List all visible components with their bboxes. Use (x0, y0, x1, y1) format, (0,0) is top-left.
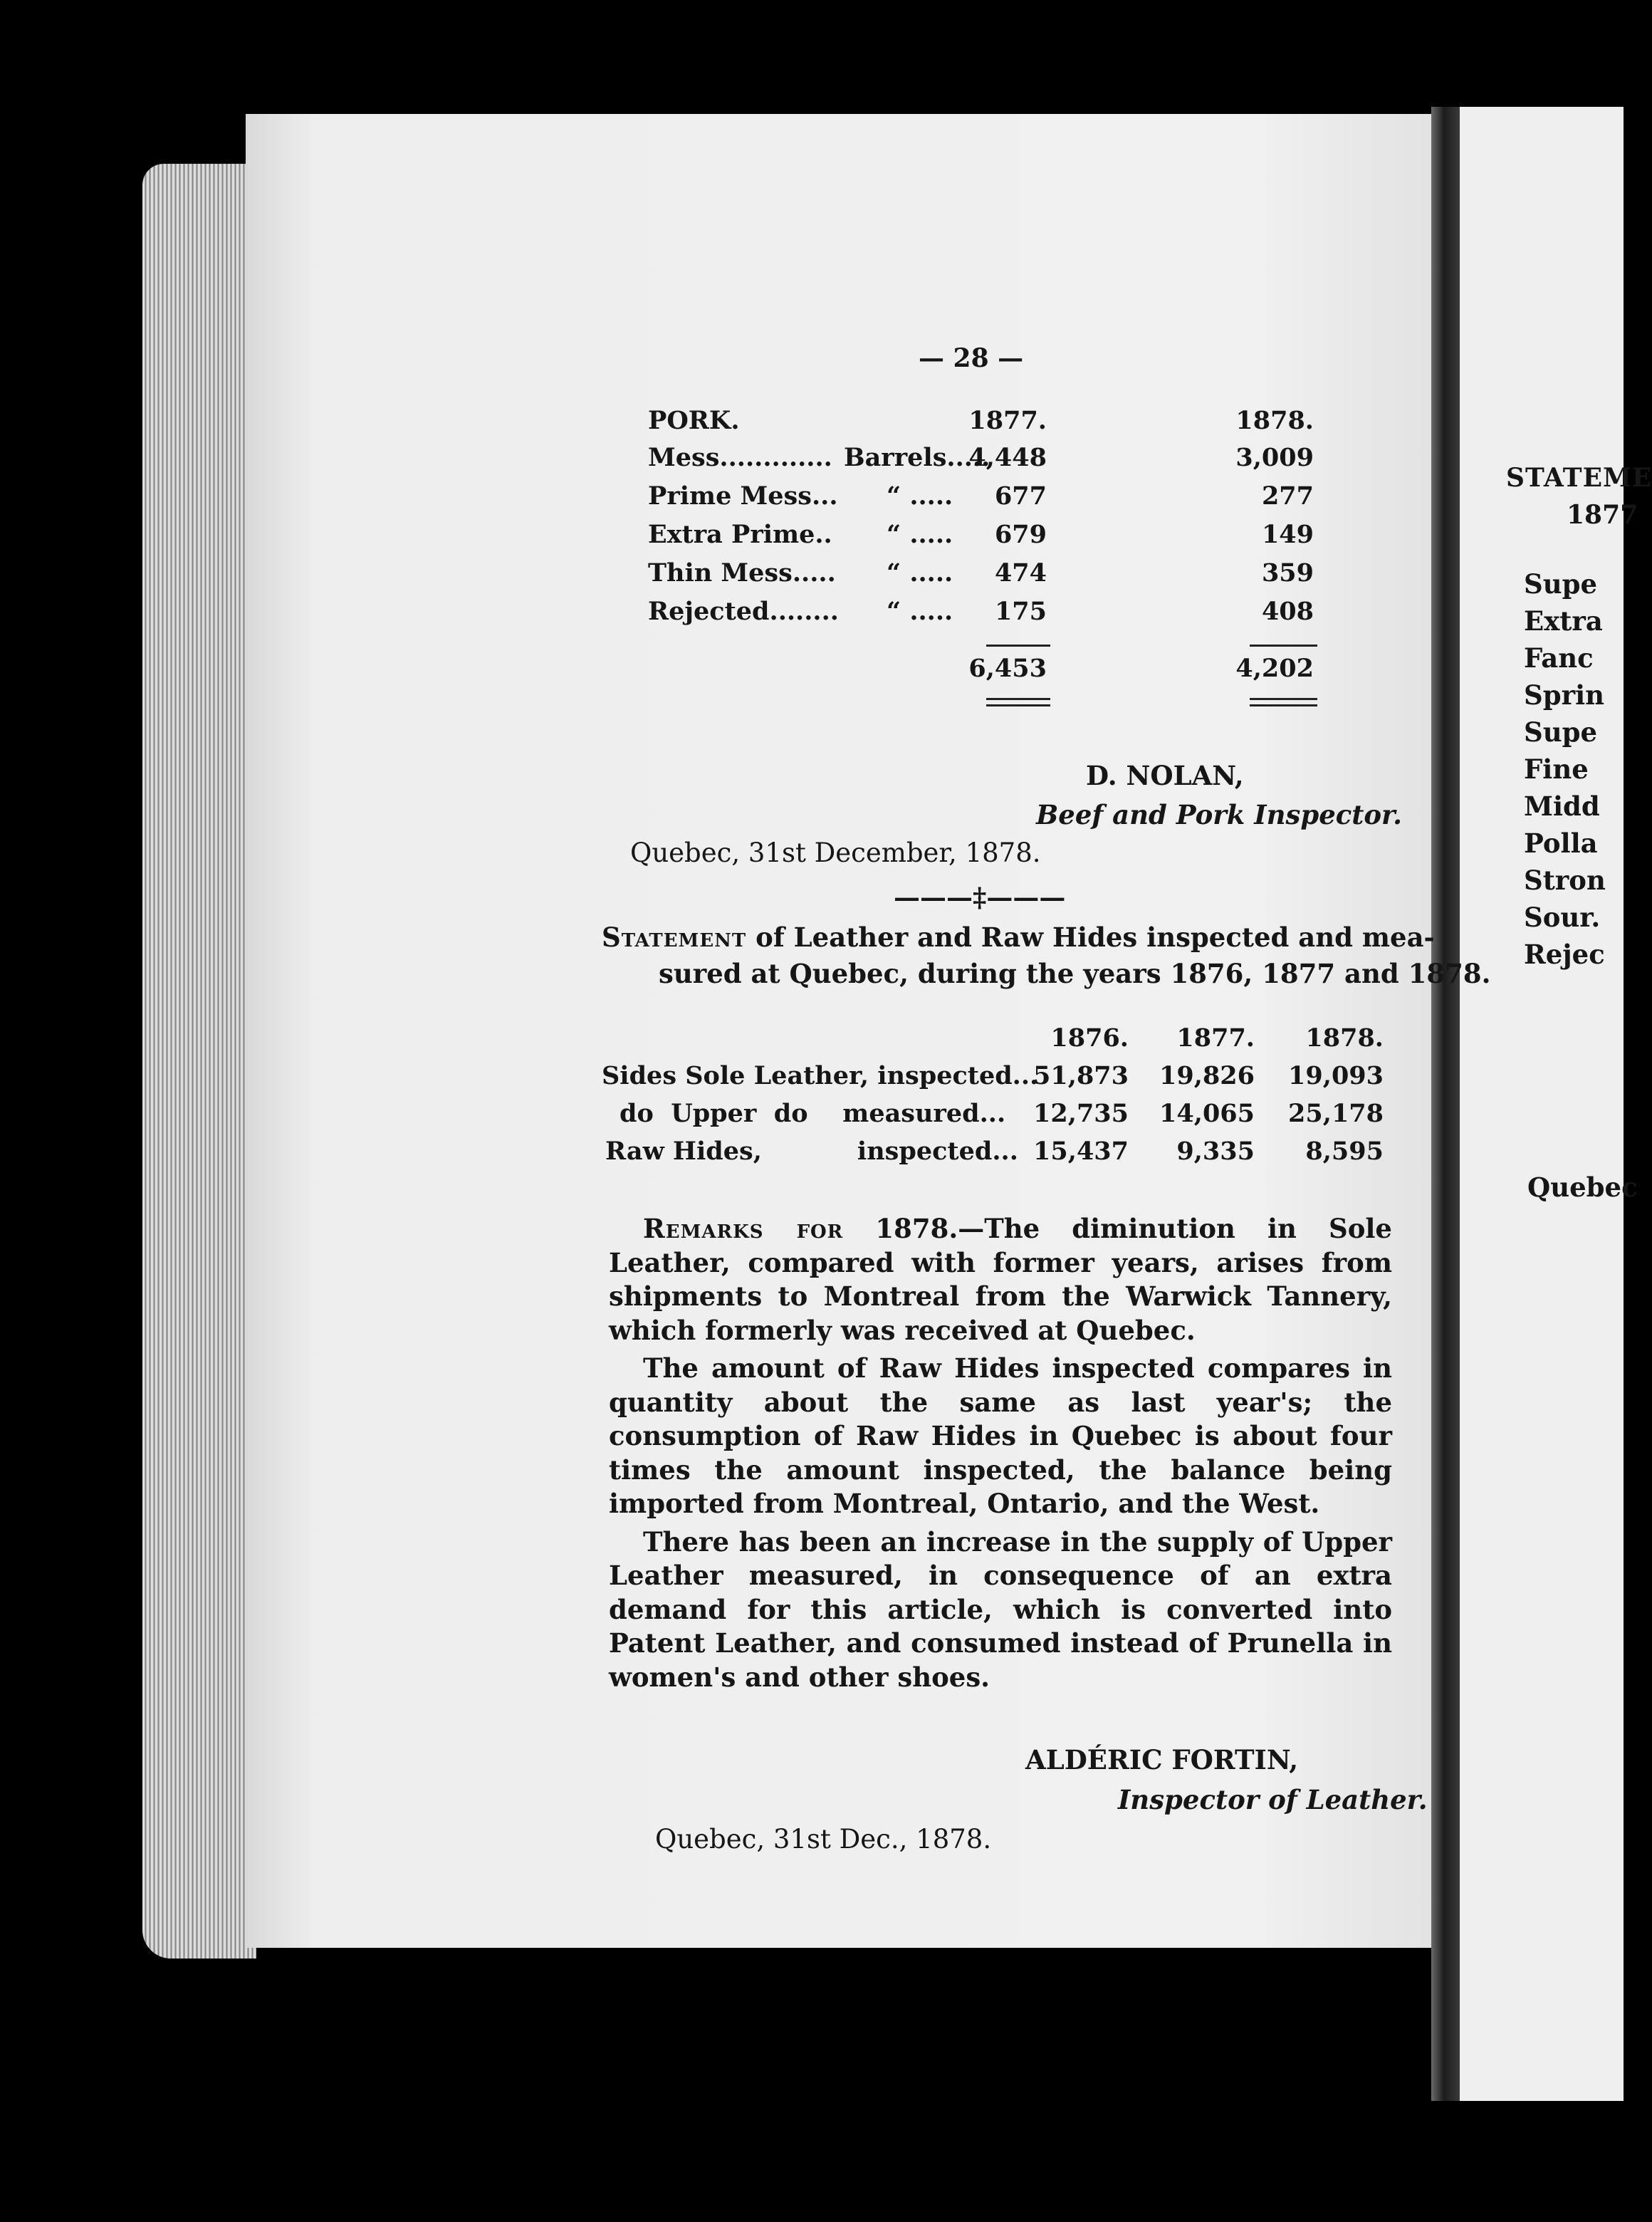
sum-rule-1878 (1250, 645, 1317, 647)
right-page (1460, 107, 1652, 2101)
total-double-rule-1878 (1250, 698, 1317, 706)
section-divider: ———‡——— (894, 882, 1066, 913)
pork-row-1878: 408 (1261, 597, 1314, 626)
pork-total-1878: 4,202 (1235, 654, 1314, 683)
right-page-item: Rejec (1524, 939, 1605, 970)
pork-row-1877: 677 (994, 481, 1047, 511)
pork-header-row (648, 406, 1324, 442)
pork-year-1877: 1877. (968, 406, 1047, 435)
pork-row-1877: 175 (994, 597, 1047, 626)
leather-row-1876: 51,873 (1033, 1061, 1129, 1090)
right-page-quebec: Quebec (1527, 1172, 1638, 1203)
remarks-text-1: 1878.—The diminution in Sole Leather, compared with former years, arises from shipments to Montreal from the Warwick Tannery, which formerly was received at Quebec. (609, 1213, 1392, 1346)
table-row (648, 481, 1324, 517)
pork-row-1877: 474 (994, 558, 1047, 588)
pork-row-1878: 3,009 (1235, 443, 1314, 472)
leather-row-1876: 12,735 (1033, 1099, 1129, 1128)
book-gutter (1431, 107, 1460, 2101)
total-double-rule-1877 (986, 698, 1050, 706)
pork-row-1877: 679 (994, 520, 1047, 549)
right-page-year: 1877 (1567, 500, 1638, 530)
leather-row-1876: 15,437 (1033, 1137, 1129, 1166)
pork-row-qualifier: Barrels..... (844, 443, 990, 472)
right-page-item: Sprin (1524, 679, 1605, 711)
leather-row-1878: 19,093 (1288, 1061, 1384, 1090)
table-row (648, 558, 1324, 594)
right-page-item: Fine (1524, 753, 1589, 785)
statement-lead: Statement (602, 922, 747, 953)
pork-row-1878: 277 (1261, 481, 1314, 511)
leather-dateline: Quebec, 31st Dec., 1878. (655, 1824, 992, 1855)
pork-signatory: D. NOLAN, (1086, 760, 1244, 791)
leather-row-label: Raw Hides, inspected... (605, 1137, 1018, 1166)
statement-text-1: of Leather and Raw Hides inspected and mea- (746, 922, 1435, 953)
right-page-item: Midd (1524, 791, 1600, 822)
right-page-heading: STATEME (1506, 463, 1652, 493)
table-row (602, 1061, 1392, 1097)
table-row (648, 520, 1324, 556)
pork-row-qualifier: “ ..... (887, 520, 953, 549)
pork-row-qualifier: “ ..... (887, 597, 953, 626)
table-row (648, 597, 1324, 632)
remarks-body (609, 1212, 1392, 1694)
leather-row-label: Sides Sole Leather, inspected... (602, 1061, 1039, 1090)
right-page-item: Extra (1524, 605, 1603, 637)
sum-rule-1877 (986, 645, 1050, 647)
leather-year-1877: 1877. (1176, 1023, 1255, 1053)
pork-row-1877: 4,448 (968, 443, 1047, 472)
leather-signatory: ALDÉRIC FORTIN, (1025, 1744, 1299, 1775)
table-row (602, 1099, 1392, 1135)
pork-row-label: Mess............. (648, 443, 832, 472)
pork-heading: PORK. (648, 406, 740, 435)
remarks-paragraph: The amount of Raw Hides inspected compares in quantity about the same as last year's; the consumption of Raw Hides in Quebec is about four times the amount inspected, the balance being imported from Montreal, Ontario, and the West. (609, 1352, 1392, 1519)
leather-row-label: do Upper do measured... (620, 1099, 1006, 1128)
pork-row-label: Extra Prime.. (648, 520, 832, 549)
pork-row-1878: 359 (1261, 558, 1314, 588)
leather-signatory-title: Inspector of Leather. (1118, 1784, 1428, 1815)
right-page-item: Stron (1524, 865, 1606, 896)
pork-row-qualifier: “ ..... (887, 558, 953, 588)
pork-year-1878: 1878. (1235, 406, 1314, 435)
pork-total-row (648, 654, 1324, 689)
leather-statement-line1 (602, 922, 1435, 953)
leather-row-1877: 9,335 (1176, 1137, 1255, 1166)
remarks-paragraph: There has been an increase in the supply of Upper Leather measured, in consequence of an extra demand for this article, which is converted into Patent Leather, and consumed instead of Prunella in women's and other shoes. (609, 1525, 1392, 1693)
right-page-item: Supe (1524, 568, 1598, 600)
remarks-paragraph (609, 1212, 1392, 1347)
right-page-item: Fanc (1524, 642, 1594, 674)
leather-row-1878: 8,595 (1305, 1137, 1384, 1166)
page-edges (142, 164, 256, 1958)
right-page-item: Polla (1524, 828, 1598, 859)
pork-dateline: Quebec, 31st December, 1878. (630, 838, 1041, 868)
pork-row-label: Thin Mess..... (648, 558, 836, 588)
leather-statement-line2: sured at Quebec, during the years 1876, 1877 and 1878. (659, 958, 1491, 989)
leather-row-1878: 25,178 (1288, 1099, 1384, 1128)
remarks-lead: Remarks for (643, 1213, 844, 1244)
pork-total-1877: 6,453 (968, 654, 1047, 683)
table-row (648, 443, 1324, 479)
leather-header-row (602, 1023, 1392, 1059)
leather-year-1876: 1876. (1050, 1023, 1129, 1053)
pork-row-label: Prime Mess... (648, 481, 838, 511)
pork-row-label: Rejected........ (648, 597, 839, 626)
leather-row-1877: 14,065 (1159, 1099, 1255, 1128)
pork-row-1878: 149 (1261, 520, 1314, 549)
leather-year-1878: 1878. (1305, 1023, 1384, 1053)
pork-signatory-title: Beef and Pork Inspector. (1036, 799, 1403, 830)
table-row (602, 1137, 1392, 1172)
pork-row-qualifier: “ ..... (887, 481, 953, 511)
page-number: — 28 — (919, 343, 1024, 373)
leather-row-1877: 19,826 (1159, 1061, 1255, 1090)
right-page-item: Supe (1524, 716, 1598, 748)
right-page-item: Sour. (1524, 902, 1601, 933)
